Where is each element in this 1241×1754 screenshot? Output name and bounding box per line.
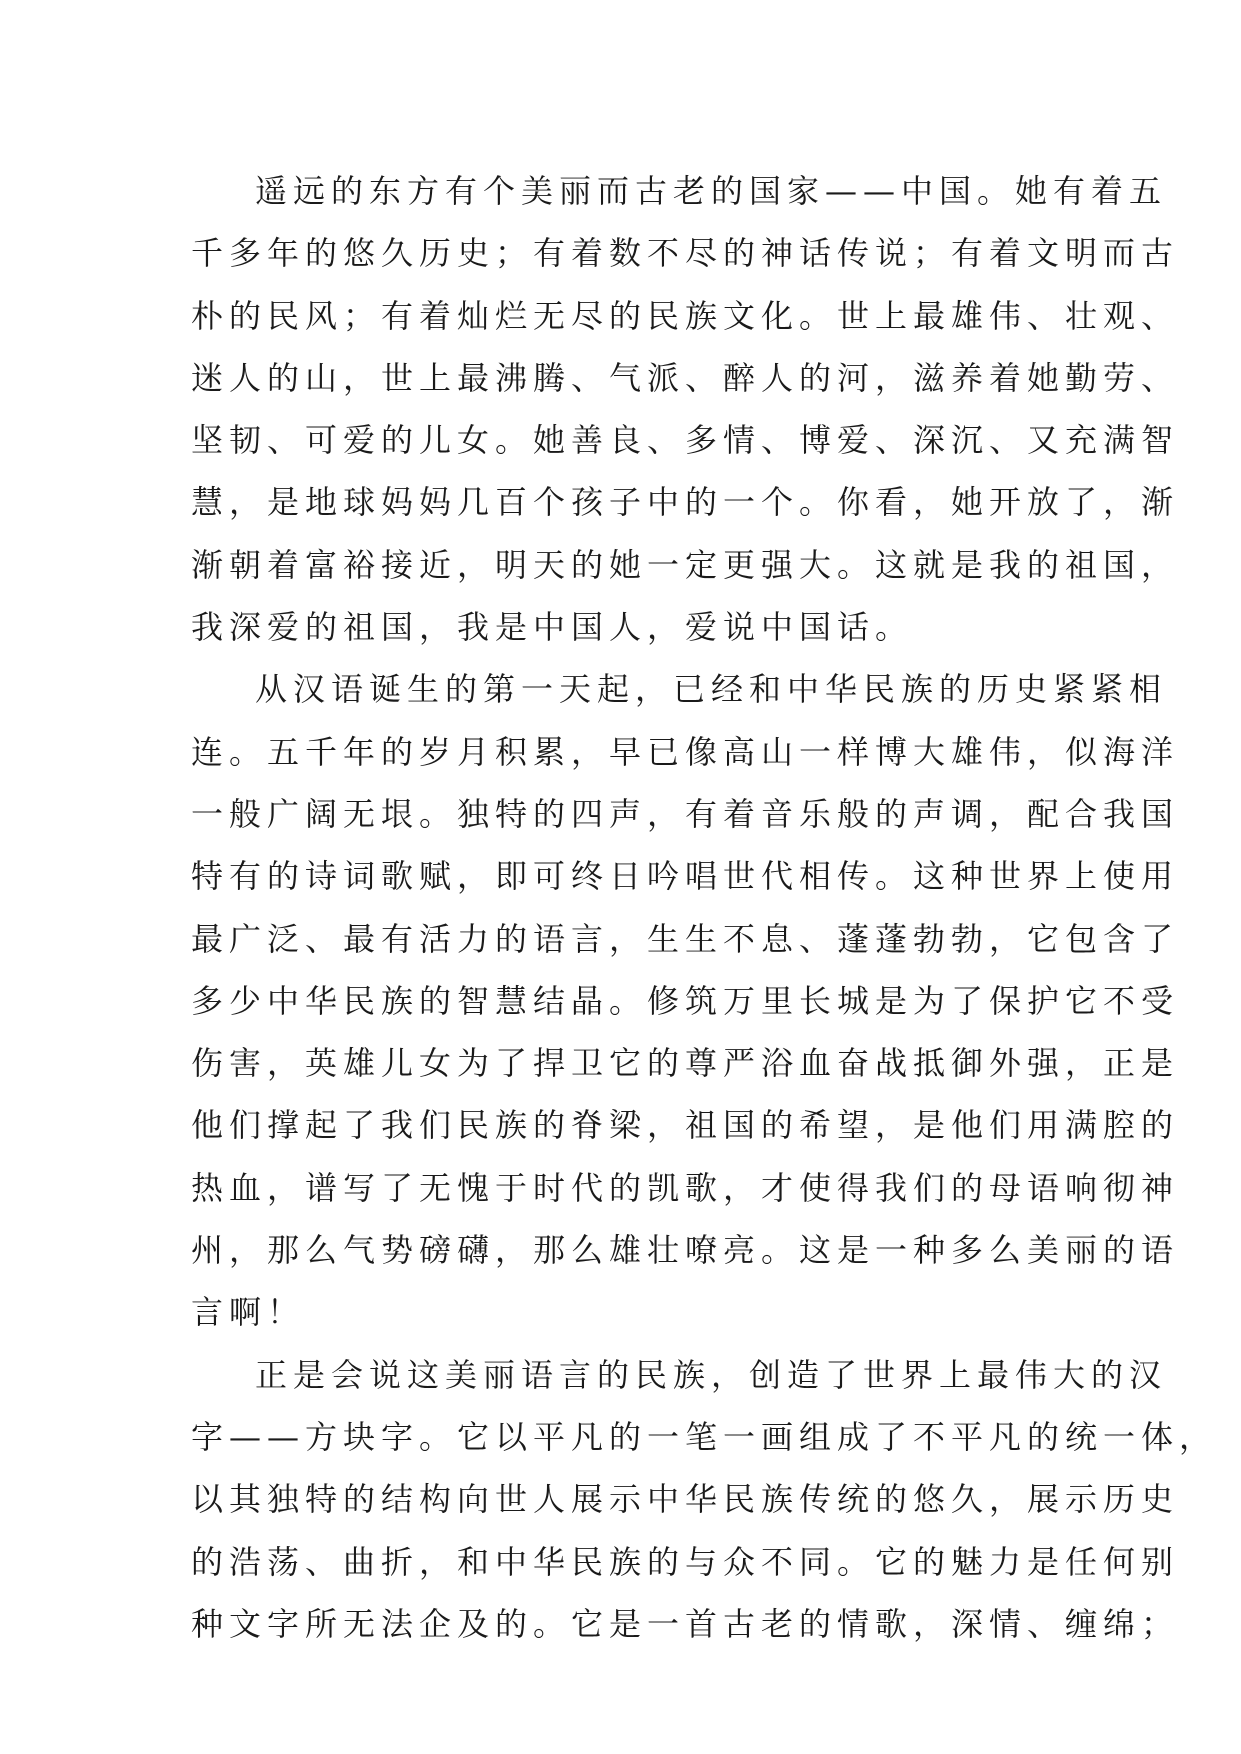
paragraph-1-line-4: 迷人的山，世上最沸腾、气派、醉人的河，滋养着她勤劳、 bbox=[191, 358, 1180, 397]
paragraph-1-line-8: 我深爱的祖国，我是中国人，爱说中国话。 bbox=[191, 608, 914, 647]
paragraph-2-line-10: 州，那么气势磅礴，那么雄壮嘹亮。这是一种多么美丽的语 bbox=[191, 1231, 1180, 1270]
paragraph-2-line-2: 连。五千年的岁月积累，早已像高山一样博大雄伟，似海洋 bbox=[191, 732, 1180, 771]
paragraph-3-line-3: 以其独特的结构向世人展示中华民族传统的悠久，展示历史 bbox=[191, 1480, 1180, 1519]
paragraph-1-line-2: 千多年的悠久历史；有着数不尽的神话传说；有着文明而古 bbox=[191, 234, 1180, 273]
paragraph-2-line-8: 他们撑起了我们民族的脊梁，祖国的希望，是他们用满腔的 bbox=[191, 1106, 1180, 1145]
paragraph-2-line-5: 最广泛、最有活力的语言，生生不息、蓬蓬勃勃，它包含了 bbox=[191, 919, 1180, 958]
paragraph-2-line-3: 一般广阔无垠。独特的四声，有着音乐般的声调，配合我国 bbox=[191, 794, 1180, 833]
document-body bbox=[191, 160, 1218, 1655]
paragraph-2-line-9: 热血，谱写了无愧于时代的凯歌，才使得我们的母语响彻神 bbox=[191, 1168, 1180, 1207]
paragraph-2-line-1: 从汉语诞生的第一天起，已经和中华民族的历史紧紧相 bbox=[255, 670, 1168, 709]
paragraph-1-line-6: 慧，是地球妈妈几百个孩子中的一个。你看，她开放了，渐 bbox=[191, 483, 1180, 522]
paragraph-3-line-2: 字——方块字。它以平凡的一笔一画组成了不平凡的统一体， bbox=[191, 1417, 1218, 1456]
paragraph-1-line-7: 渐朝着富裕接近，明天的她一定更强大。这就是我的祖国， bbox=[191, 545, 1180, 584]
paragraph-2-line-4: 特有的诗词歌赋，即可终日吟唱世代相传。这种世界上使用 bbox=[191, 857, 1180, 896]
paragraph-2-line-11: 言啊！ bbox=[191, 1293, 306, 1332]
paragraph-3-line-5: 种文字所无法企及的。它是一首古老的情歌，深情、缠绵； bbox=[191, 1604, 1180, 1643]
paragraph-1-line-3: 朴的民风；有着灿烂无尽的民族文化。世上最雄伟、壮观、 bbox=[191, 296, 1180, 335]
paragraph-1-line-5: 坚韧、可爱的儿女。她善良、多情、博爱、深沉、又充满智 bbox=[191, 421, 1180, 460]
paragraph-2-line-7: 伤害，英雄儿女为了捍卫它的尊严浴血奋战抵御外强，正是 bbox=[191, 1044, 1180, 1083]
paragraph-3-line-4: 的浩荡、曲折，和中华民族的与众不同。它的魅力是任何别 bbox=[191, 1542, 1180, 1581]
paragraph-2-line-6: 多少中华民族的智慧结晶。修筑万里长城是为了保护它不受 bbox=[191, 981, 1180, 1020]
paragraph-1-line-1: 遥远的东方有个美丽而古老的国家——中国。她有着五 bbox=[255, 172, 1168, 210]
paragraph-3-line-1: 正是会说这美丽语言的民族，创造了世界上最伟大的汉 bbox=[255, 1355, 1168, 1394]
